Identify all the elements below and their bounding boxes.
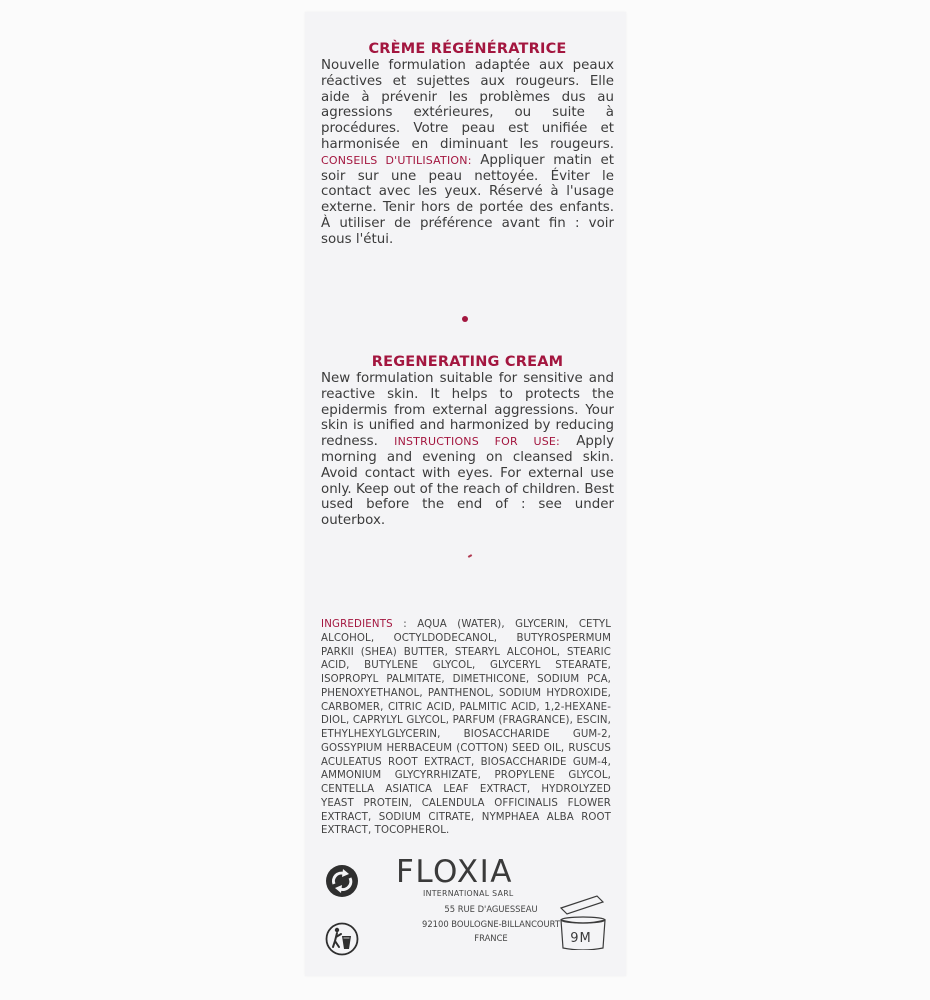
address-country: FRANCE bbox=[474, 933, 508, 943]
english-title: REGENERATING CREAM bbox=[371, 354, 564, 370]
english-description bbox=[321, 371, 614, 529]
english-usage-text: Apply morning and evening on cleansed skin. Avoid contact with eyes. For external use only. Keep out of the reach of children. Best used before the end of : see under outerbox. bbox=[321, 434, 614, 529]
french-usage-label: CONSEILS D'UTILISATION: bbox=[321, 153, 472, 167]
english-body: New formulation suitable for sensitive and reactive skin. It helps to protects the epidermis from external aggressions. Your skin is unified and harmonized by reducing redness. bbox=[321, 371, 614, 450]
french-section bbox=[321, 40, 614, 248]
english-usage-label: INSTRUCTIONS FOR USE: bbox=[394, 435, 560, 449]
english-section bbox=[321, 353, 614, 529]
french-description bbox=[321, 58, 614, 248]
french-title: CRÈME RÉGÉNÉRATRICE bbox=[368, 41, 567, 57]
separator-dot bbox=[462, 316, 468, 322]
ingredients-text: : AQUA (WATER), GLYCERIN, CETYL ALCOHOL, OCTYLDODECANOL, BUTYROSPERMUM PARKII (SHEA) BUTTER, STEARYL ALCOHOL, STEARIC ACID, BUTYLENE GLYCOL, GLYCERYL STEARATE, ISOPROPYL PALMITATE, DIMETHICONE, SODIUM PCA, PHENOXYETHANOL, PANTHENOL, SODIUM HYDROXIDE, CARBOMER, CITRIC ACID, PALMITIC ACID, 1,2-HEXANE-DIOL, CAPRYLYL GLYCOL, PARFUM (FRAGRANCE), ESCIN, ETHYLHEXYLGLYCERIN, BIOSACCHARIDE GUM-2, GOSSYPIUM HERBACEUM (COTTON) SEED OIL, RUSCUS ACULEATUS ROOT EXTRACT, BIOSACCHARIDE GUM-4, AMMONIUM GLYCYRRHIZATE, PROPYLENE GLYCOL, CENTELLA ASIATICA LEAF EXTRACT, HYDROLYZED YEAST PROTEIN, CALENDULA OFFICINALIS FLOWER EXTRACT, SODIUM CITRATE, NYMPHAEA ALBA ROOT EXTRACT, TOCOPHEROL. bbox=[321, 619, 611, 837]
address-line-2: 92100 BOULOGNE-BILLANCOURT bbox=[422, 919, 560, 929]
tidyman-icon bbox=[325, 922, 359, 956]
separator-mark bbox=[468, 554, 472, 558]
ingredients-label: INGREDIENTS bbox=[321, 619, 393, 630]
french-body: Nouvelle formulation adaptée aux peaux réactives et sujettes aux rougeurs. Elle aide à prévenir les problèmes dus au agressions extérieures, ou suite à procédures. Votre peau est unifiée et harmonisée en diminuant les rougeurs. bbox=[321, 58, 614, 152]
french-usage-text: Appliquer matin et soir sur une peau nettoyée. Éviter le contact avec les yeux. Réservé à l'usage externe. Tenir hors de portée des enfants. À utiliser de préférence avant fin : voir sous l'étui. bbox=[321, 152, 615, 247]
address-line-1: 55 RUE D'AGUESSEAU bbox=[444, 904, 538, 914]
brand-logo: FLOXIA bbox=[396, 854, 514, 890]
ingredients-list bbox=[321, 618, 611, 838]
brand-subtitle: INTERNATIONAL SARL bbox=[423, 889, 514, 898]
pao-label: 9M bbox=[570, 931, 592, 946]
product-label bbox=[305, 12, 626, 976]
recycle-icon bbox=[325, 864, 359, 898]
